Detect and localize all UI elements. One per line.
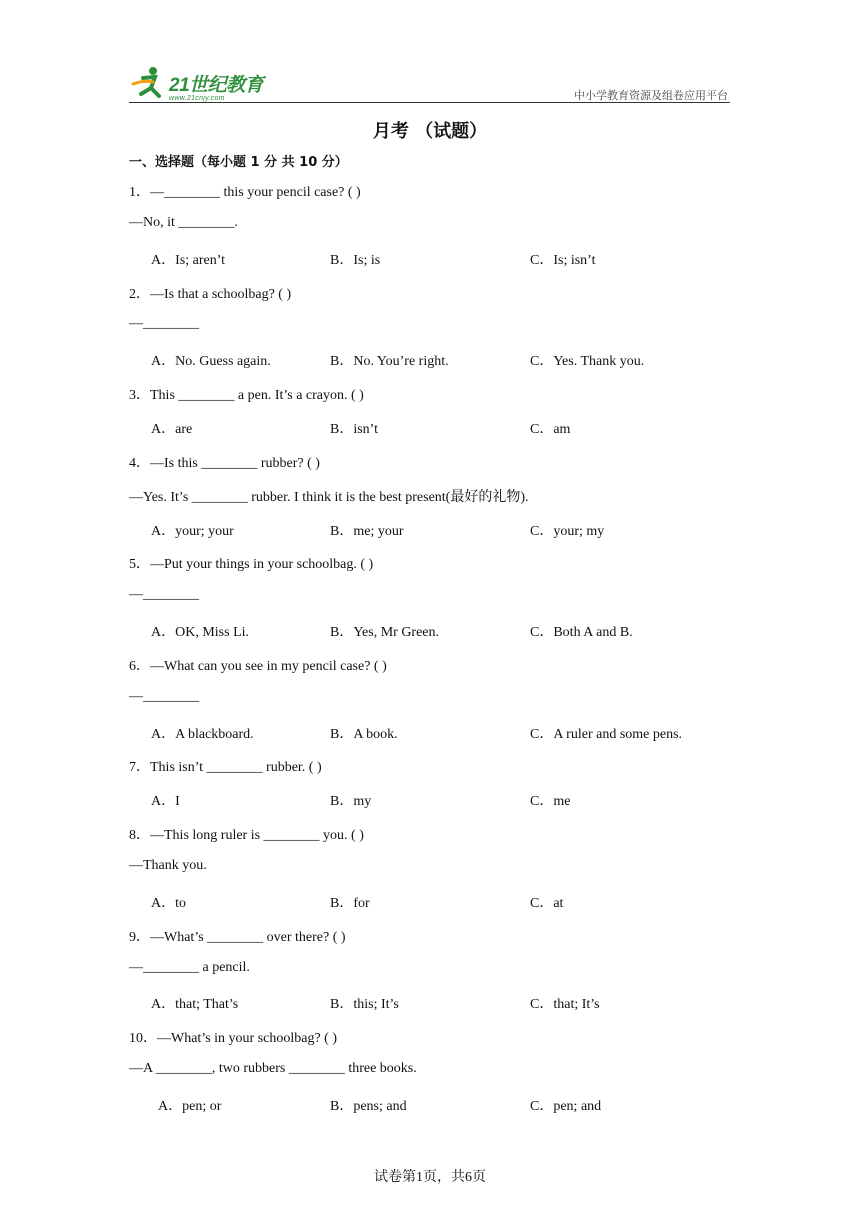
option-a: A．that; That’s	[151, 997, 239, 1013]
option-b: B．me; your	[330, 523, 404, 539]
question-response: —Yes. It’s ________ rubber. I think it is the best present(最好的礼物).	[129, 489, 529, 505]
section-heading: 一、选择题（每小题 1 分 共 10 分）	[129, 155, 348, 170]
question-stem: 9．—What’s ________ over there? ( )	[129, 929, 346, 945]
header-platform-text: 中小学教育资源及组卷应用平台	[574, 89, 728, 102]
option-a: A．to	[151, 895, 186, 911]
option-b: B．A book.	[330, 726, 398, 742]
question-response: —________	[129, 587, 199, 603]
option-b: B．my	[330, 794, 372, 810]
option-a: A．Is; aren’t	[151, 252, 225, 268]
option-c: C．your; my	[530, 523, 605, 539]
logo	[129, 64, 269, 104]
option-b: B．for	[330, 895, 370, 911]
option-a: A．A blackboard.	[151, 726, 254, 742]
question-stem: 3．This ________ a pen. It’s a crayon. ( )	[129, 388, 364, 404]
question-stem: 8．—This long ruler is ________ you. ( )	[129, 828, 364, 844]
question-response: —No, it ________.	[129, 214, 238, 230]
option-b: B．pens; and	[330, 1098, 407, 1114]
question-response: —________ a pencil.	[129, 959, 250, 975]
page-title: 月考 （试题）	[372, 121, 488, 142]
option-b: B．isn’t	[330, 421, 378, 437]
option-c: C．A ruler and some pens.	[530, 726, 683, 742]
option-a: A．are	[151, 421, 193, 437]
option-c: C．pen; and	[530, 1098, 602, 1114]
question-stem: 10．—What’s in your schoolbag? ( )	[129, 1031, 338, 1047]
question-stem: 5．—Put your things in your schoolbag. ( )	[129, 557, 374, 573]
question-response: —Thank you.	[129, 858, 207, 873]
header-divider	[129, 102, 730, 103]
option-a: A．OK, Miss Li.	[151, 625, 250, 641]
option-b: B．Is; is	[330, 252, 381, 268]
option-c: C．that; It’s	[530, 997, 600, 1013]
option-b: B．Yes, Mr Green.	[330, 625, 440, 641]
option-b: B．No. You’re right.	[330, 354, 449, 370]
option-a: A．No. Guess again.	[151, 354, 271, 370]
page-header	[129, 58, 730, 104]
option-c: C．am	[530, 421, 571, 437]
option-c: C．Both A and B.	[530, 625, 633, 641]
question-response: —________	[129, 688, 199, 704]
option-c: C．Yes. Thank you.	[530, 354, 645, 370]
option-a: A．your; your	[151, 523, 234, 539]
option-b: B．this; It’s	[330, 997, 399, 1013]
page-footer: 试卷第1页，共6页	[374, 1170, 486, 1185]
question-response: —________	[129, 316, 199, 332]
question-stem: 6．—What can you see in my pencil case? ( )	[129, 658, 387, 674]
question-stem: 1．—________ this your pencil case? ( )	[129, 185, 361, 200]
runner-logo-icon	[129, 64, 169, 104]
option-c: C．Is; isn’t	[530, 252, 596, 268]
logo-text: 21世纪教育	[169, 75, 264, 96]
question-response: —A ________, two rubbers ________ three books.	[129, 1061, 417, 1077]
option-c: C．me	[530, 794, 571, 810]
logo-url: www.21cnjy.com	[169, 95, 225, 102]
question-stem: 7．This isn’t ________ rubber. ( )	[129, 760, 322, 776]
question-stem: 4．—Is this ________ rubber? ( )	[129, 455, 320, 471]
option-a: A．I	[151, 794, 180, 810]
option-a: A．pen; or	[158, 1098, 222, 1114]
question-stem: 2．—Is that a schoolbag? ( )	[129, 286, 292, 302]
option-c: C．at	[530, 895, 564, 911]
